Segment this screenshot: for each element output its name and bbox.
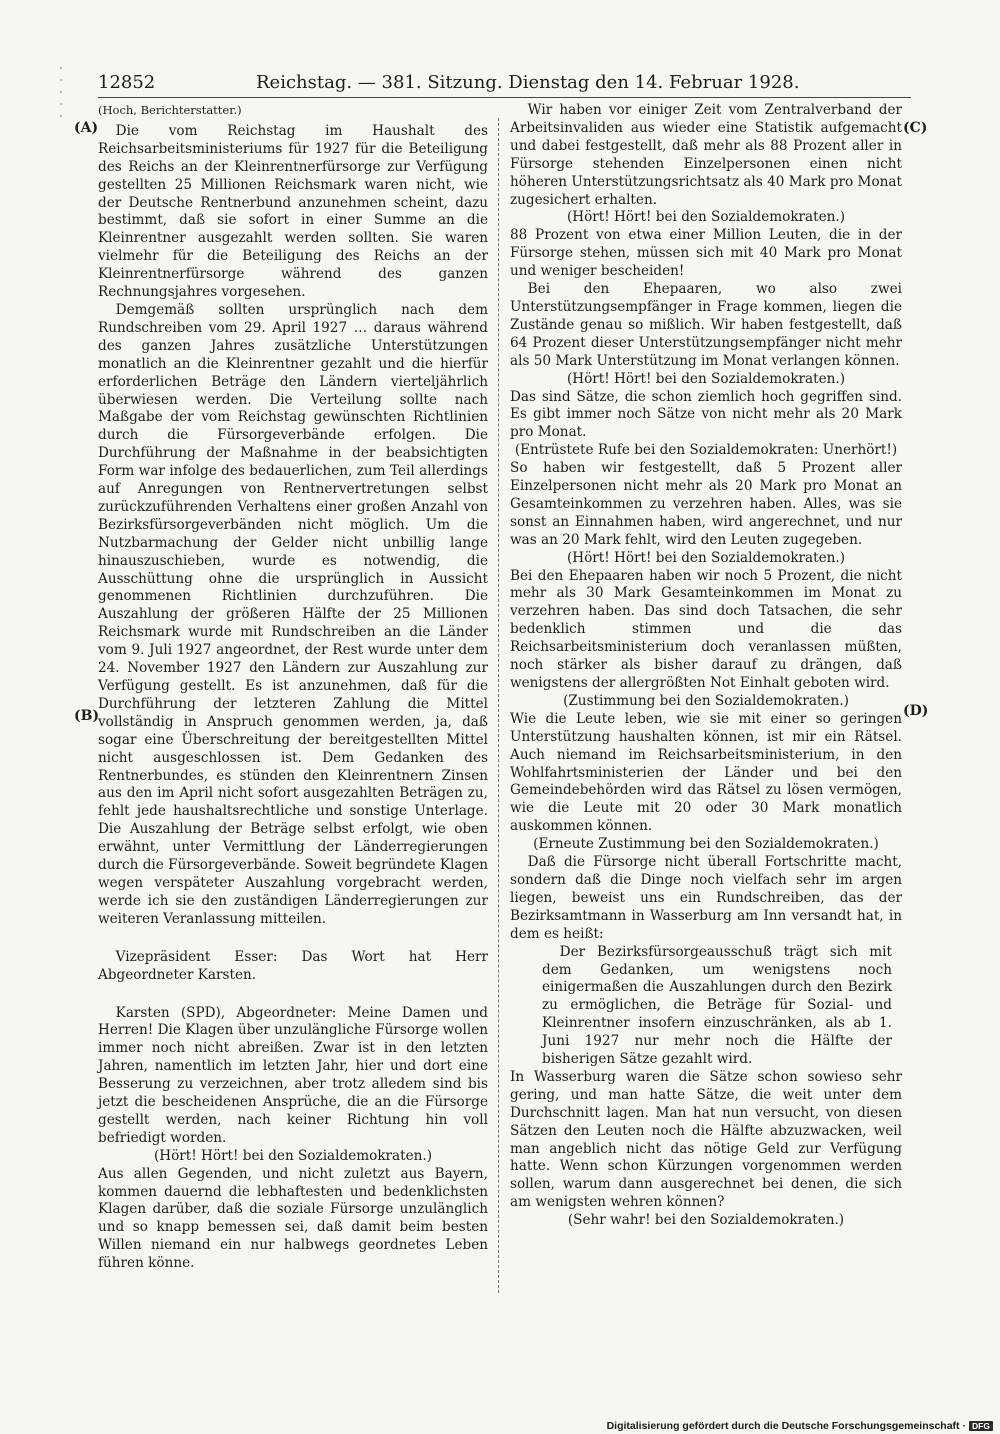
- footer-separator: ·: [962, 1420, 967, 1432]
- interjection: (Hört! Hört! bei den Sozialdemokraten.): [566, 549, 846, 566]
- interjection: (Hört! Hört! bei den Sozialdemokraten.): [153, 1147, 433, 1164]
- dfg-logo-icon: DFG: [969, 1421, 993, 1431]
- margin-mark-b: (B): [74, 708, 100, 724]
- page-header: [98, 72, 800, 96]
- margin-mark-a: (A): [74, 120, 99, 136]
- paragraph: Demgemäß sollten ursprünglich nach dem Rundschreiben vom 29. April 1927 … daraus während des ganzen Jahres zusätzliche Unterstützungen monatlich an die Kleinrentner gezahlt und die hierfür erforderlichen Beträge den Ländern vierteljährlich überwiesen werden. Die Verteilung sollte nach Maßgabe der vom Reichstag gewünschten Richtlinien durch die Fürsorgeverbände erfolgen. Die Durchführung der Maßnahme in der beabsichtigten Form war infolge des bedauerlichen, zum Teil allerdings auf Anregungen von Rentnervertretungen selbst zurückzuführenden Verhaltens einer großen Anzahl von Bezirksfürsorgeverbänden nicht möglich. Um die Nutzbarmachung der Gelder nicht unbillig lange hinauszuschieben, wurde es notwendig, die Ausschüttung ohne die ursprünglich in Aussicht genommenen Richtlinien durchzuführen. Die Auszahlung der größeren Hälfte der 25 Millionen Reichsmark wurde mit Rundschreiben an die Länder vom 9. Juli 1927 angeordnet, der Rest wurde unter dem 24. November 1927 den Ländern zur Auszahlung zur Verfügung gestellt. Es ist anzunehmen, daß für die Durchführung der letzteren Zahlung die Mittel vollständig in Anspruch genommen werden, ja, daß sogar eine Überschreitung der bereitgestellten Mittel nicht ausgeschlossen ist. Dem Gedanken des Rentnerbundes, es stünden den Kleinrentnern Zinsen aus den im April nicht sofort ausgezahlten Beträgen zu, fehlt jede haushaltsrechtliche und sonstige Unterlage. Die Auszahlung der Beträge selbst erfolgt, wie oben erwähnt, unter Vermittlung der Länderregierungen durch die Fürsorgeverbände. Soweit begründete Klagen wegen verspäteter Auszahlung vorgebracht werden, werde ich sie den zuständigen Länderregierungen zur weiteren Veranlassung mitteilen.: [98, 301, 488, 927]
- header-rule: [98, 97, 911, 98]
- paragraph: Die vom Reichstag im Haushalt des Reichsarbeitsministeriums für 1927 für die Beteiligung des Reichs an der Kleinrentnerfürsorge zur Verfügung gestellten 25 Millionen Reichsmark waren nicht, wie der Deutsche Rentnerbund anzunehmen scheint, dazu bestimmt, daß sie sofort in einer Summe an die Kleinrentner ausgezahlt werden sollten. Sie waren vielmehr für die Beteiligung des Reichs an der Kleinrentnerfürsorge während des ganzen Rechnungsjahres vorgesehen.: [98, 122, 488, 301]
- paragraph: Bei den Ehepaaren, wo also zwei Unterstützungsempfänger in Frage kommen, liegen die Zustände genau so mißlich. Wir haben festgestellt, daß 64 Prozent dieser Unterstützungsempfänger nicht mehr als 50 Mark Unterstützung im Monat verlangen können.: [510, 281, 902, 369]
- interjection: (Zustimmung bei den Sozialdemokraten.): [563, 692, 849, 709]
- right-column: [510, 102, 902, 1230]
- interjection: (Entrüstete Rufe bei den Sozialdemokraten: Unerhört!): [514, 442, 898, 459]
- interjection: (Sehr wahr! bei den Sozialdemokraten.): [567, 1212, 845, 1229]
- paragraph: So haben wir festgestellt, daß 5 Prozent aller Einzelpersonen nicht mehr als 20 Mark pro Monat an Gesamteinkommen zu verzehren haben. Alles, was sie sonst an Einnahmen haben, wird angerechnet, und nur was an 20 Mark fehlt, wird den Leuten zugegeben.: [510, 460, 902, 548]
- paragraph: 88 Prozent von etwa einer Million Leuten, die in der Fürsorge stehen, müssen sich mit 40 Mark pro Monat und weniger bescheiden!: [510, 227, 902, 280]
- paragraph: In Wasserburg waren die Sätze schon sowieso sehr gering, und man hatte Sätze, die weit unter dem Durchschnitt lagen. Man hat nun versucht, von diesen Sätzen den Leuten noch die Hälfte abzuzwacken, weil man angeblich nicht das nötige Geld zur Verfügung hatte. Wenn schon Kürzungen vorgenommen werden sollen, warum dann ausgerechnet bei denen, die sich am wenigsten wehren können?: [510, 1068, 902, 1211]
- paragraph: Wie die Leute leben, wie sie mit einer so geringen Unterstützung haushalten können, ist mir ein Rätsel. Auch niemand im Reichsarbeitsministerium, in den Wohlfahrtsministerien der Länder und bei den Gemeindebehörden wird das Rätsel zu lösen vermögen, wie die Leute mit 20 oder 30 Mark monatlich auskommen können.: [510, 710, 902, 835]
- margin-dots: [56, 62, 66, 122]
- paragraph: Daß die Fürsorge nicht überall Fortschritte macht, sondern daß die Dinge noch vielfach sehr im argen liegen, beweist uns ein Rundschreiben, das der Bezirksamtmann in Wasserburg am Inn versandt hat, in dem es heißt:: [510, 854, 902, 942]
- page-number: 12852: [98, 72, 156, 93]
- block-quote: Der Bezirksfürsorgeausschuß trägt sich mit dem Gedanken, um wenigstens noch einigermaßen die Auszahlungen durch den Bezirk zu ermöglichen, die Beträge für Sozial- und Kleinrentner insofern einzuschränken, als ab 1. Juni 1927 nur mehr noch die Hälfte der bisherigen Sätze gezahlt wird.: [542, 943, 892, 1068]
- reporter-note: (Hoch, Berichterstatter.): [98, 103, 242, 117]
- digitization-footer: [607, 1420, 993, 1432]
- column-divider: [498, 118, 499, 1293]
- speech-opening: Karsten (SPD), Abgeordneter: Meine Damen und Herren! Die Klagen über unzulängliche Fürsorge wollen immer noch nicht abreißen. Zwar ist in den letzten Jahren, namentlich im letzten Jahr, hier und dort eine Besserung zu verzeichnen, aber trotz alledem sind bis jetzt die bescheidenen Ansprüche, die an die Fürsorge gestellt werden, nach keiner Richtung hin voll befriedigt worden.: [98, 1004, 488, 1146]
- paragraph: Wir haben vor einiger Zeit vom Zentralverband der Arbeitsinvaliden aus wieder eine Statistik aufgemacht und dabei festgestellt, daß mehr als 88 Prozent aller in Fürsorge stehenden Einzelpersonen einen nicht höheren Unterstützungsrichtsatz als 40 Mark pro Monat zugesichert erhalten.: [510, 102, 902, 208]
- margin-mark-d: (D): [903, 703, 929, 719]
- paragraph: Das sind Sätze, die schon ziemlich hoch gegriffen sind. Es gibt immer noch Sätze von nicht mehr als 20 Mark pro Monat.: [510, 388, 902, 441]
- paragraph: Bei den Ehepaaren haben wir noch 5 Prozent, die nicht mehr als 30 Mark Gesamteinkommen im Monat zu verzehren haben. Das sind doch Tatsachen, die sehr bedenklich stimmen und die das Reichsarbeitsministerium doch veranlassen müßten, noch stärker als bisher darauf zu drängen, daß wenigstens der allergrößten Not Einhalt geboten wird.: [510, 567, 902, 691]
- speaker-announcement: Vizepräsident Esser: Das Wort hat Herr Abgeordneter Karsten.: [98, 948, 488, 983]
- running-head: Reichstag. — 381. Sitzung. Dienstag den 14. Februar 1928.: [256, 72, 800, 93]
- left-column: [98, 102, 488, 1273]
- margin-mark-c: (C): [903, 120, 928, 136]
- interjection: (Hört! Hört! bei den Sozialdemokraten.): [566, 370, 846, 387]
- interjection: (Hört! Hört! bei den Sozialdemokraten.): [566, 209, 846, 226]
- interjection: (Erneute Zustimmung bei den Sozialdemokraten.): [533, 836, 879, 853]
- footer-text: Digitalisierung gefördert durch die Deutsche Forschungsgemeinschaft: [606, 1420, 960, 1432]
- paragraph: Aus allen Gegenden, und nicht zuletzt aus Bayern, kommen dauernd die lebhaftesten und bedenklichsten Klagen darüber, daß die soziale Fürsorge unzulänglich und so knapp bemessen sei, daß damit beim besten Willen niemand ein nur halbwegs geordnetes Leben führen könne.: [98, 1165, 488, 1272]
